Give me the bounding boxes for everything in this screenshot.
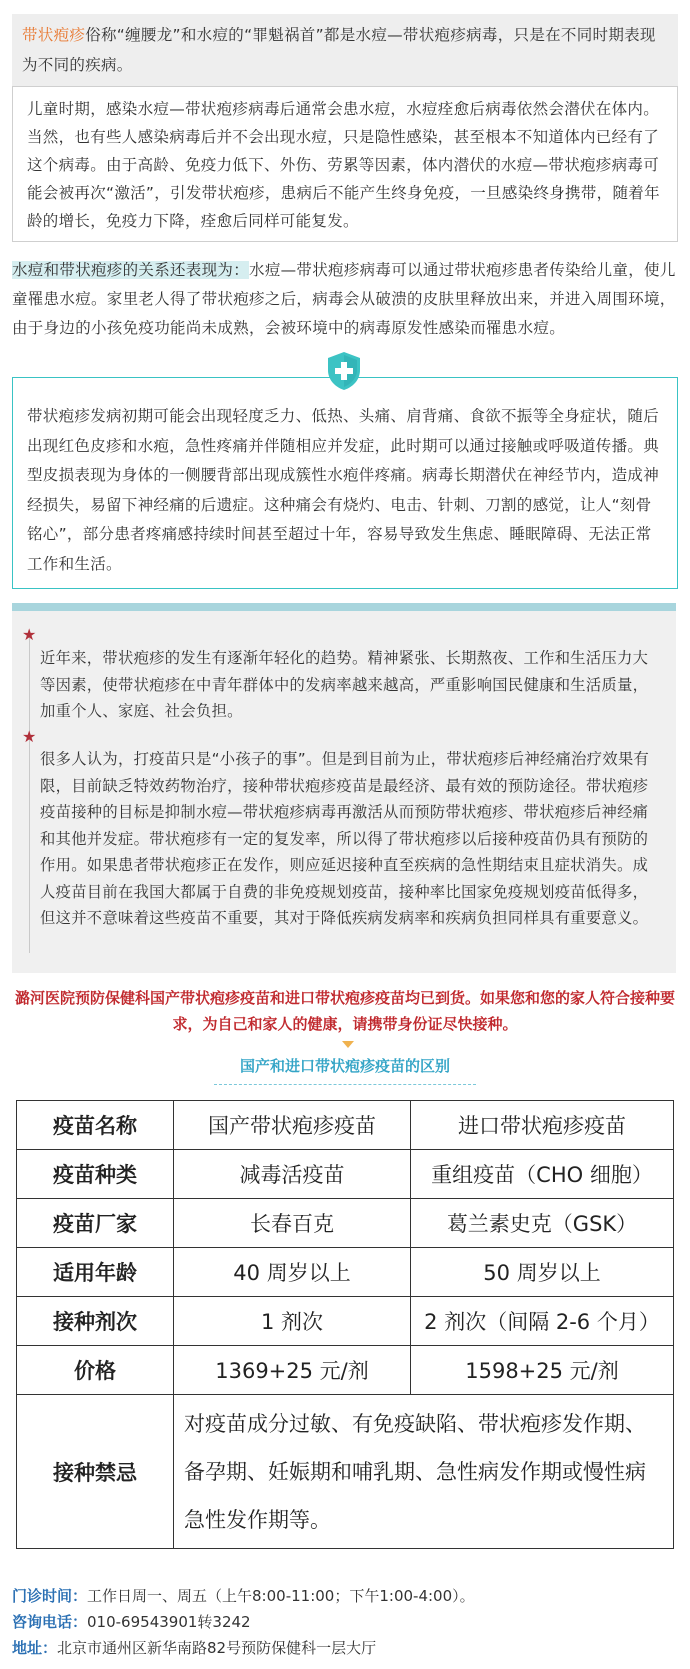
phone-label: 咨询电话：	[12, 1613, 88, 1631]
table-row	[17, 1395, 674, 1549]
row-label: 疫苗厂家	[17, 1199, 174, 1248]
domestic-cell: 减毒活疫苗	[174, 1150, 411, 1199]
row-label: 接种剂次	[17, 1297, 174, 1346]
row-label: 接种禁忌	[17, 1395, 174, 1549]
address-value: 北京市通州区新华南路82号预防保健科一层大厅	[57, 1639, 377, 1657]
table-title	[214, 1052, 476, 1085]
row-label: 价格	[17, 1346, 174, 1395]
row-label: 疫苗名称	[17, 1101, 174, 1150]
intro-highlight: 带状疱疹	[22, 26, 86, 44]
domestic-cell: 1 剂次	[174, 1297, 411, 1346]
relation-text: 水痘—带状疱疹病毒可以通过带状疱疹患者传染给儿童，使儿童罹患水痘。家里老人得了带状疱疹之后，病毒会从破溃的皮肤里释放出来，并进入周围环境，由于身边的小孩免疫功能尚未成熟，会被环境中的病毒原发性感染而罹患水痘。	[12, 261, 676, 337]
vaccine-note-text: 很多人认为，打疫苗只是“小孩子的事”。但是到目前为止，带状疱疹后神经痛治疗效果有限，目前缺乏特效药物治疗，接种带状疱疹疫苗是最经济、最有效的预防途径。带状疱疹疫苗接种的目标是抑制水痘—带状疱疹病毒再激活从而预防带状疱疹、带状疱疹后神经痛和其他并发症。带状疱疹有一定的复发率，所以得了带状疱疹以后接种疫苗仍具有预防的作用。如果患者带状疱疹正在发作，则应延迟接种直至疾病的急性期结束且症状消失。成人疫苗目前在我国大都属于自费的非免疫规划疫苗，接种率比国家免疫规划疫苗低得多，但这并不意味着这些疫苗不重要，其对于降低疾病发病率和疾病负担同样具有重要意义。	[40, 750, 650, 927]
phone-value[interactable]: 010-69543901转3242	[87, 1613, 251, 1631]
star-icon: ★	[22, 625, 37, 644]
domestic-cell: 长春百克	[174, 1199, 411, 1248]
hours-label: 门诊时间：	[12, 1587, 88, 1605]
intro-text: 俗称“缠腰龙”和水痘的“罪魁祸首”都是水痘—带状疱疹病毒，只是在不同时期表现为不同的疾病。	[22, 26, 656, 74]
imported-cell: 重组疫苗（CHO 细胞）	[411, 1150, 674, 1199]
domestic-cell: 40 周岁以上	[174, 1248, 411, 1297]
row-label: 疫苗种类	[17, 1150, 174, 1199]
table-row	[17, 1199, 674, 1248]
table-row	[17, 1248, 674, 1297]
contraindication-cell: 对疫苗成分过敏、有免疫缺陷、带状疱疹发作期、备孕期、妊娠期和哺乳期、急性病发作期或慢性病急性发作期等。	[174, 1395, 674, 1549]
imported-cell: 2 剂次（间隔 2-6 个月）	[411, 1297, 674, 1346]
imported-cell: 进口带状疱疹疫苗	[411, 1101, 674, 1150]
table-row	[17, 1346, 674, 1395]
table-title-text: 国产和进口带状疱疹疫苗的区别	[239, 1057, 450, 1075]
clinic-address	[12, 1636, 678, 1660]
symptoms-box	[12, 377, 678, 589]
clinic-hours	[12, 1584, 678, 1608]
relation-section	[12, 256, 680, 343]
table-row	[17, 1150, 674, 1199]
info-block	[12, 603, 676, 973]
timeline-line	[29, 633, 30, 953]
clinic-phone	[12, 1610, 678, 1634]
domestic-cell: 1369+25 元/剂	[174, 1346, 411, 1395]
notice-text: 潞河医院预防保健科国产带状疱疹疫苗和进口带状疱疹疫苗均已到货。如果您和您的家人符合接种要求，为自己和家人的健康，请携带身份证尽快接种。	[14, 989, 675, 1033]
top-accent-bar	[12, 603, 676, 611]
address-label: 地址：	[12, 1639, 58, 1657]
imported-cell: 1598+25 元/剂	[411, 1346, 674, 1395]
symptoms-text: 带状疱疹发病初期可能会出现轻度乏力、低热、头痛、肩背痛、食欲不振等全身症状，随后出现红色皮疹和水疱，急性疼痛并伴随相应并发症，此时期可以通过接触或呼吸道传播。典型皮损表现为身体的一侧腰背部出现成簇性水疱伴疼痛。病毒长期潜伏在神经节内，造成神经损失，易留下神经痛的后遗症。这种痛会有烧灼、电击、针刺、刀割的感觉，让人“刻骨铭心”，部分患者疼痛感持续时间甚至超过十年，容易导致发生焦虑、睡眠障碍、无法正常工作和生活。	[27, 407, 660, 573]
intro-block	[12, 14, 678, 86]
vaccine-comparison-table	[16, 1100, 674, 1549]
medical-shield-icon	[324, 350, 364, 392]
childhood-text: 儿童时期，感染水痘—带状疱疹病毒后通常会患水痘，水痘痊愈后病毒依然会潜伏在体内。当然，也有些人感染病毒后并不会出现水痘，只是隐性感染，甚至根本不知道体内已经有了这个病毒。由于高龄、免疫力低下、外伤、劳累等因素，体内潜伏的水痘—带状疱疹病毒可能会被再次“激活”，引发带状疱疹，患病后不能产生终身免疫，一旦感染终身携带，随着年龄的增长，免疫力下降，痊愈后同样可能复发。	[27, 100, 660, 230]
row-label: 适用年龄	[17, 1248, 174, 1297]
domestic-cell: 国产带状疱疹疫苗	[174, 1101, 411, 1150]
triangle-marker-icon	[342, 1041, 354, 1048]
relation-highlight: 水痘和带状疱疹的关系还表现为：	[12, 261, 250, 279]
table-row	[17, 1297, 674, 1346]
star-icon: ★	[22, 727, 37, 746]
trend-text: 近年来，带状疱疹的发生有逐渐年轻化的趋势。精神紧张、长期熬夜、工作和生活压力大等因素，使带状疱疹在中青年群体中的发病率越来越高，严重影响国民健康和生活质量，加重个人、家庭、社会负担。	[40, 649, 649, 720]
table-row	[17, 1101, 674, 1150]
hours-value: 工作日周一、周五（上午8:00-11:00；下午1:00-4:00）。	[87, 1587, 475, 1605]
childhood-box	[12, 86, 678, 242]
imported-cell: 葛兰素史克（GSK）	[411, 1199, 674, 1248]
imported-cell: 50 周岁以上	[411, 1248, 674, 1297]
